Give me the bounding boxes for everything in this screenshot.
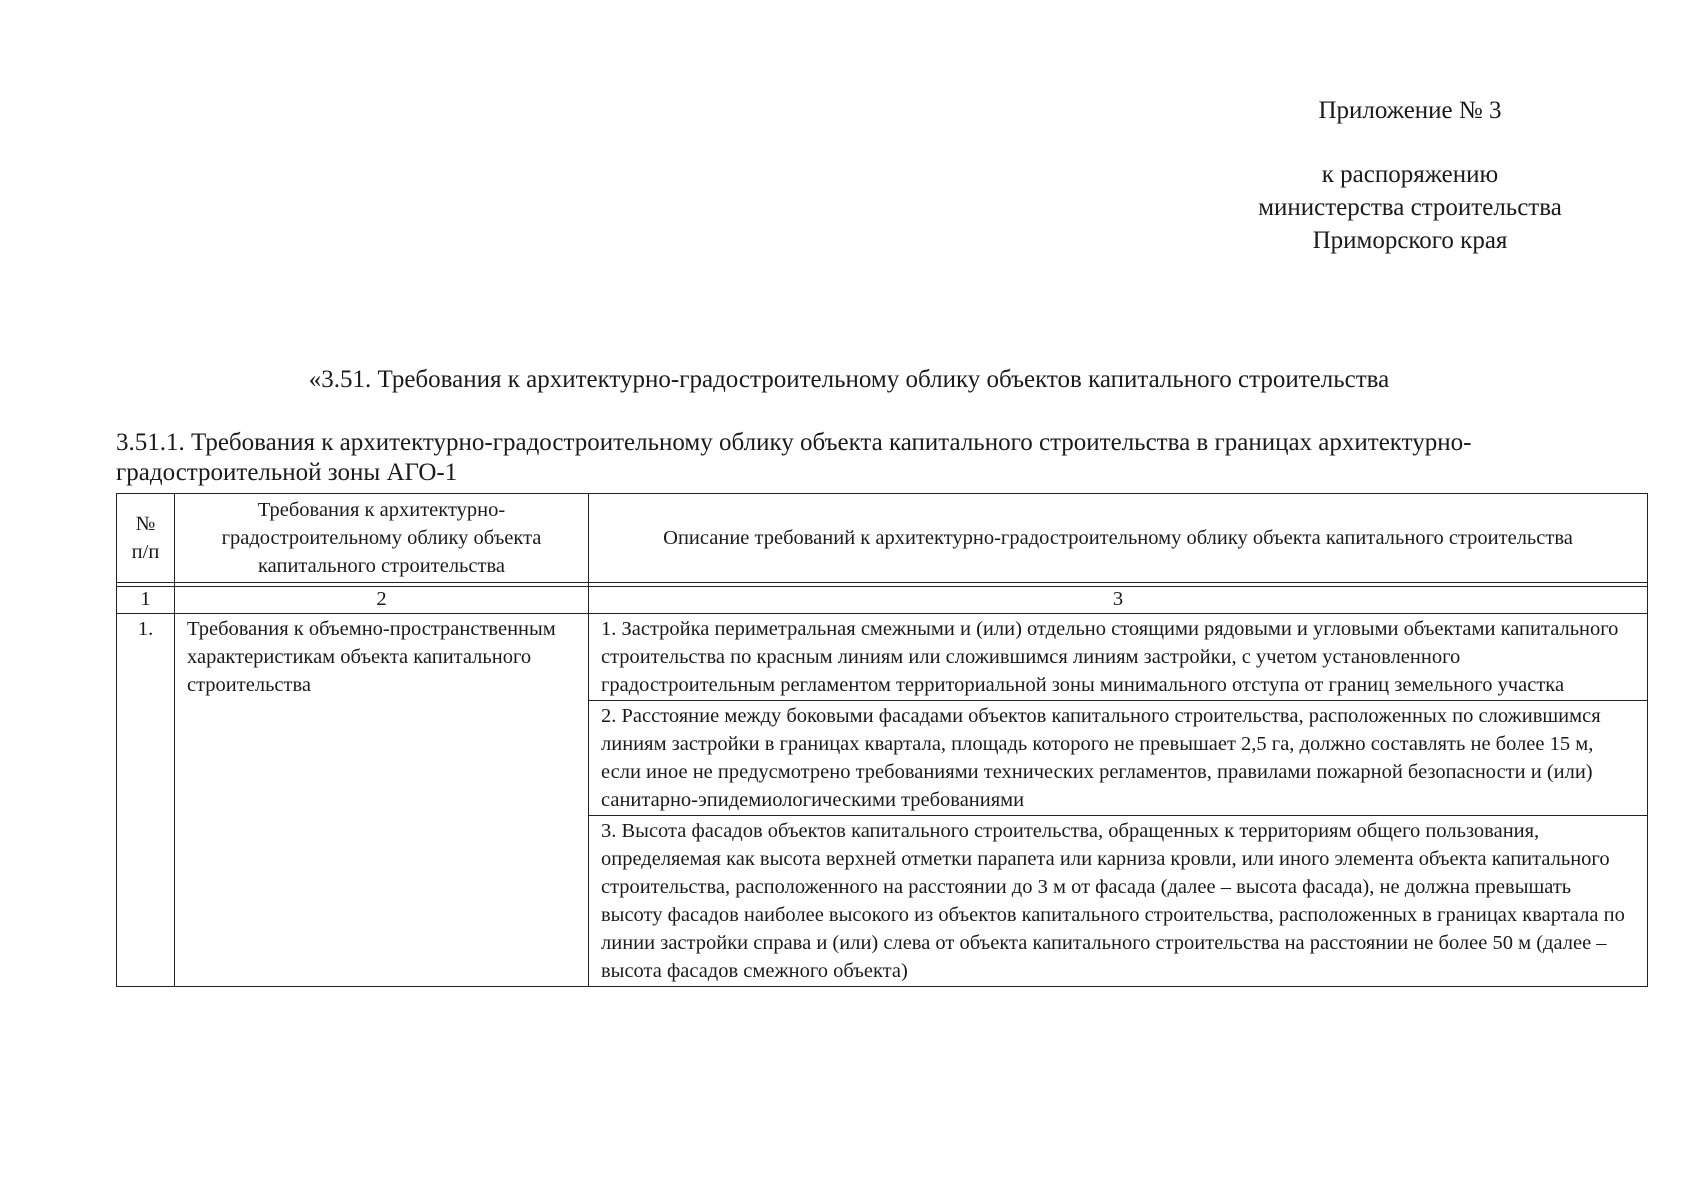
requirement-description-1: 1. Застройка периметральная смежными и (или) отдельно стоящими рядовыми и угловыми объектами капитального строительства по красным линиям или сложившимся линиям застройки, с учетом установленного градостроительным регламентом территориальной зоны минимального отступа от границ земельного участка [589,614,1648,701]
requirement-description-2: 2. Расстояние между боковыми фасадами объектов капитального строительства, расположенных по сложившимся линиям застройки в границах квартала, площадь которого не превышает 2,5 га, должно составлять не более 15 м, если иное не предусмотрено требованиями технических регламентов, правилами пожарной безопасности и (или) санитарно-эпидемиологическими требованиями [589,701,1648,816]
header-requirement: Требования к архитектурно-градостроительному облику объекта капитального строительства [175,494,589,583]
appendix-line-3: Приморского края [1312,227,1508,254]
column-number-1: 1 [117,587,175,614]
column-number-row [117,587,1648,614]
column-number-2: 2 [175,587,589,614]
header-number: № п/п [117,494,175,583]
document-title: «3.51. Требования к архитектурно-градостроительному облику объектов капитального строительства [308,366,1390,393]
appendix-number: Приложение № 3 [1318,97,1502,124]
section-subtitle: 3.51.1. Требования к архитектурно-градостроительному облику объекта капитального строительства в границах архитектурно-градостроительной зоны АГО-1 [116,429,1472,486]
requirement-description-3: 3. Высота фасадов объектов капитального строительства, обращенных к территориям общего пользования, определяемая как высота верхней отметки парапета или карниза кровли, или иного элемента объекта капитального строительства, расположенного на расстоянии до 3 м от фасада (далее – высота фасада), не должна превышать высоту фасадов наиболее высокого из объектов капитального строительства, расположенных в границах квартала по линии застройки справа и (или) слева от объекта капитального строительства на расстоянии не более 50 м (далее – высота фасадов смежного объекта) [589,816,1648,987]
appendix-line-1: к распоряжению [1321,161,1499,188]
row-number: 1. [117,614,175,987]
requirements-table [116,493,1648,987]
table-row [117,614,1648,701]
table-header-row [117,494,1648,583]
requirement-name: Требования к объемно-пространственным характеристикам объекта капитального строительства [175,614,589,987]
appendix-header [1180,94,1640,257]
header-description: Описание требований к архитектурно-градостроительному облику объекта капитального строительства [589,494,1648,583]
column-number-3: 3 [589,587,1648,614]
appendix-line-2: министерства строительства [1258,194,1562,221]
